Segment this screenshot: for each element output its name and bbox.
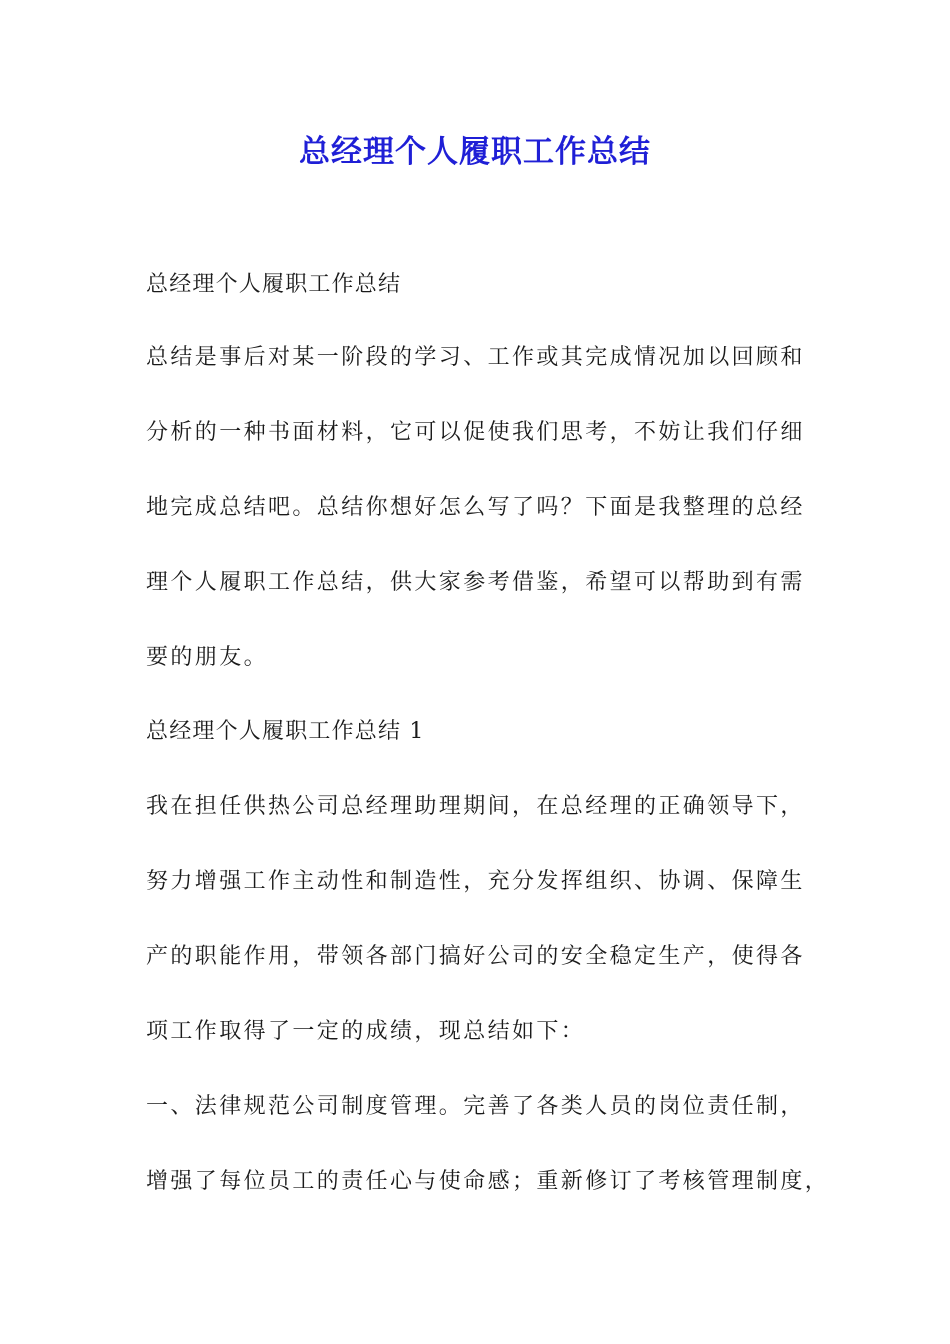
paragraph-line: 理个人履职工作总结，供大家参考借鉴，希望可以帮助到有需 [146, 570, 805, 595]
section-heading: 总经理个人履职工作总结 1 [146, 719, 425, 744]
paragraph-line: 要的朋友。 [146, 645, 269, 670]
paragraph-line: 地完成总结吧。总结你想好怎么写了吗？下面是我整理的总经 [146, 495, 805, 520]
paragraph-line: 项工作取得了一定的成绩，现总结如下： [146, 1019, 586, 1044]
paragraph-line: 一、法律规范公司制度管理。完善了各类人员的岗位责任制， [146, 1094, 805, 1119]
paragraph-line: 增强了每位员工的责任心与使命感；重新修订了考核管理制度， [146, 1169, 830, 1194]
paragraph-line: 产的职能作用，带领各部门搞好公司的安全稳定生产，使得各 [146, 944, 805, 969]
subtitle-line: 总经理个人履职工作总结 [146, 272, 402, 297]
paragraph-line: 分析的一种书面材料，它可以促使我们思考，不妨让我们仔细 [146, 420, 805, 445]
paragraph-line: 努力增强工作主动性和制造性，充分发挥组织、协调、保障生 [146, 869, 805, 894]
paragraph-line: 总结是事后对某一阶段的学习、工作或其完成情况加以回顾和 [146, 345, 805, 370]
paragraph-line: 我在担任供热公司总经理助理期间，在总经理的正确领导下， [146, 794, 805, 819]
document-title: 总经理个人履职工作总结 [299, 134, 651, 170]
